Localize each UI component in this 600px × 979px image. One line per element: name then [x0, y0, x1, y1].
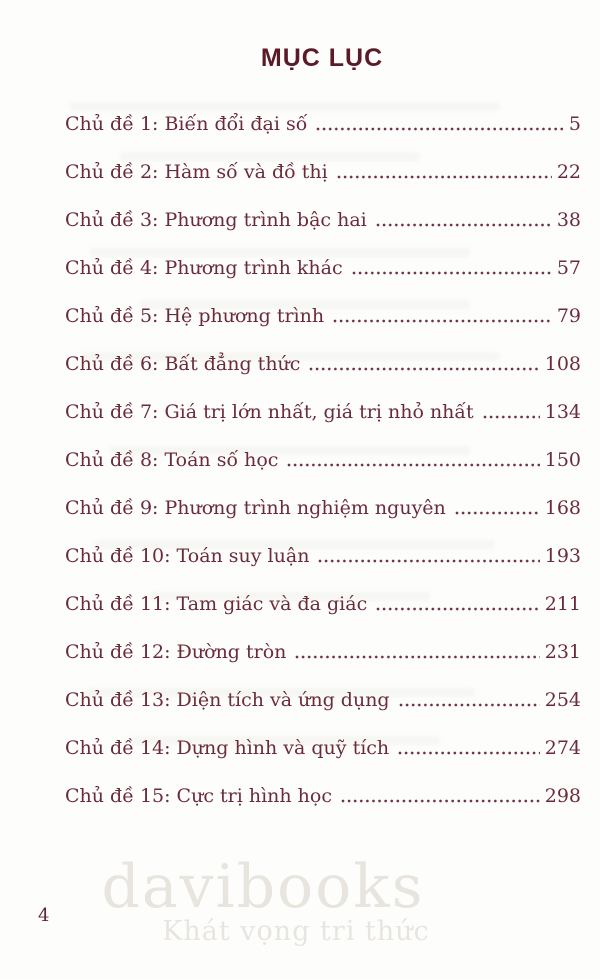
- toc-entry-label: Chủ đề 13: Diện tích và ứng dụng: [65, 689, 390, 711]
- toc-entry: [65, 642, 581, 663]
- toc-entry: [65, 738, 581, 759]
- toc-entry-page-number: 298: [544, 785, 581, 807]
- toc-entry: [65, 210, 581, 231]
- page-number: 4: [38, 905, 50, 926]
- toc-entry-label: Chủ đề 9: Phương trình nghiệm nguyên: [65, 497, 446, 519]
- toc-entry-page-number: 231: [544, 641, 581, 663]
- toc-entry-page-number: 254: [544, 689, 581, 711]
- dotted-leader: [295, 642, 539, 663]
- toc-entry: [65, 162, 581, 183]
- toc-entry-label: Chủ đề 14: Dựng hình và quỹ tích: [65, 737, 390, 759]
- dotted-leader: [398, 738, 540, 759]
- toc-entry-label: Chủ đề 10: Toán suy luận: [65, 545, 310, 567]
- toc-entry: [65, 306, 581, 327]
- toc-entry-label: Chủ đề 12: Đường tròn: [65, 641, 287, 663]
- dotted-leader: [455, 498, 540, 519]
- toc-entry: [65, 786, 581, 807]
- toc-list: [65, 114, 581, 807]
- toc-entry: [65, 114, 581, 135]
- toc-entry-label: Chủ đề 11: Tam giác và đa giác: [65, 593, 368, 615]
- toc-entry-page-number: 211: [544, 593, 581, 615]
- toc-entry-label: Chủ đề 5: Hệ phương trình: [65, 305, 325, 327]
- toc-entry-page-number: 22: [556, 161, 581, 183]
- dotted-leader: [399, 690, 540, 711]
- toc-entry-label: Chủ đề 6: Bất đẳng thức: [65, 353, 301, 375]
- toc-entry-page-number: 108: [544, 353, 581, 375]
- toc-entry-label: Chủ đề 4: Phương trình khác: [65, 257, 343, 279]
- dotted-leader: [309, 354, 539, 375]
- toc-entry-page-number: 168: [544, 497, 581, 519]
- dotted-leader: [352, 258, 552, 279]
- dotted-leader: [341, 786, 540, 807]
- toc-entry-label: Chủ đề 2: Hàm số và đồ thị: [65, 161, 328, 183]
- toc-entry-label: Chủ đề 3: Phương trình bậc hai: [65, 209, 367, 231]
- dotted-leader: [333, 306, 552, 327]
- watermark-slogan: Khát vọng tri thức: [162, 916, 430, 947]
- toc-entry-page-number: 5: [568, 113, 581, 135]
- dotted-leader: [337, 162, 552, 183]
- toc-entry-label: Chủ đề 15: Cực trị hình học: [65, 785, 332, 807]
- dotted-leader: [376, 210, 552, 231]
- dotted-leader: [316, 114, 564, 135]
- toc-entry: [65, 690, 581, 711]
- dotted-leader: [483, 402, 540, 423]
- toc-entry-page-number: 57: [556, 257, 581, 279]
- toc-entry-label: Chủ đề 1: Biến đổi đại số: [65, 113, 308, 135]
- dotted-leader: [318, 546, 539, 567]
- toc-entry-page-number: 38: [556, 209, 581, 231]
- toc-entry-page-number: 79: [556, 305, 581, 327]
- toc-entry-label: Chủ đề 8: Toán số học: [65, 449, 279, 471]
- toc-entry: [65, 498, 581, 519]
- page-title: MỤC LỤC: [260, 44, 384, 72]
- toc-entry: [65, 402, 581, 423]
- toc-entry-page-number: 134: [544, 401, 581, 423]
- toc-entry: [65, 258, 581, 279]
- watermark-brand: davibooks: [101, 852, 425, 922]
- toc-entry-page-number: 150: [544, 449, 581, 471]
- toc-entry-page-number: 193: [544, 545, 581, 567]
- toc-entry-label: Chủ đề 7: Giá trị lớn nhất, giá trị nhỏ nhất: [65, 401, 474, 423]
- toc-entry: [65, 546, 581, 567]
- toc-entry: [65, 450, 581, 471]
- toc-entry: [65, 594, 581, 615]
- dotted-leader: [287, 450, 539, 471]
- toc-entry-page-number: 274: [544, 737, 581, 759]
- dotted-leader: [376, 594, 540, 615]
- toc-entry: [65, 354, 581, 375]
